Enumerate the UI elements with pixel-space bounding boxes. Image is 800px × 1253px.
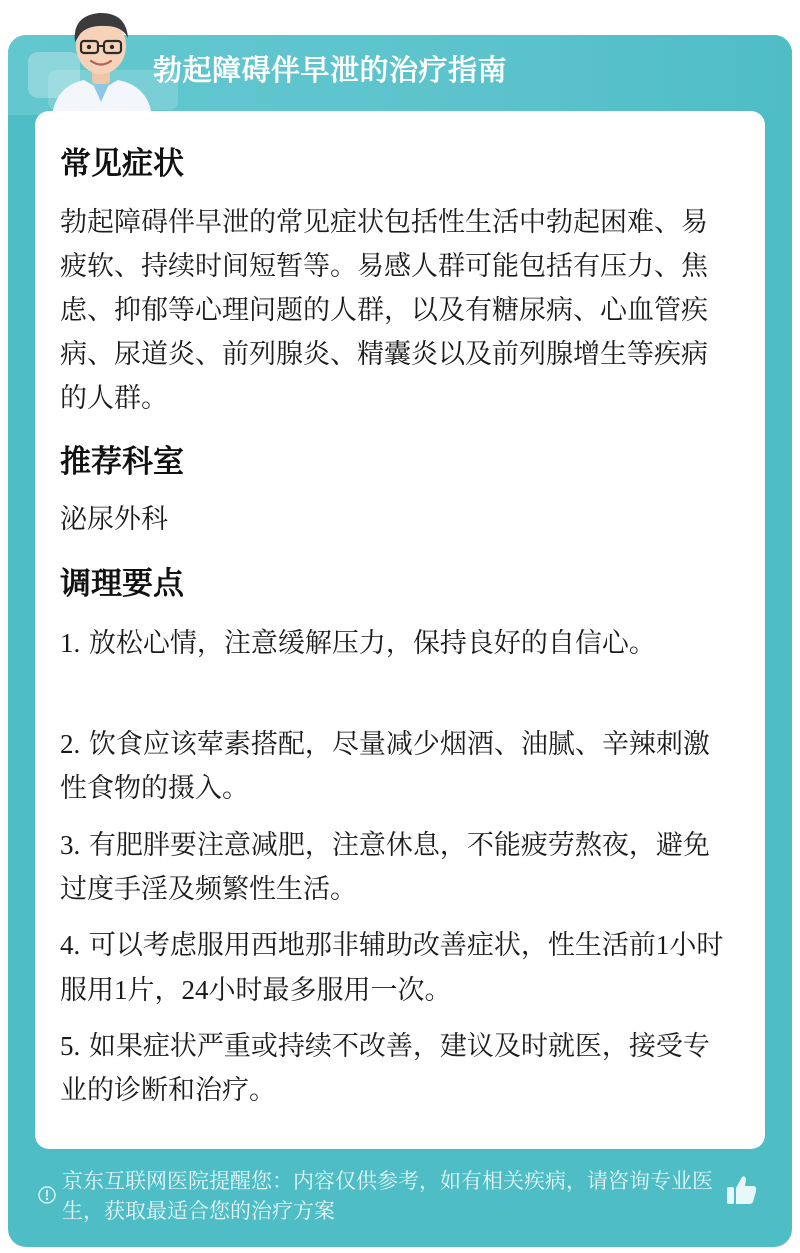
care-item-number: 5. — [60, 1031, 81, 1061]
care-item-text-b: 小时服用 — [60, 930, 724, 1006]
dose-count-number: 1 — [114, 975, 128, 1005]
care-item-text: 有肥胖要注意减肥，注意休息，不能疲劳熬夜，避免过度手淫及频繁性生活。 — [60, 830, 710, 905]
care-item-text: 饮食应该荤素搭配，尽量减少烟酒、油腻、辛辣刺激性食物的摄入。 — [60, 729, 710, 804]
care-item-5 — [60, 1024, 730, 1113]
care-item-text-a: 可以考虑服用西地那非辅助改善症状，性生活前 — [88, 930, 656, 961]
care-item-number: 1. — [60, 628, 81, 658]
footer-notice: 京东互联网医院提醒您：内容仅供参考，如有相关疾病，请咨询专业医生，获取最适合您的治疗方案 — [62, 1169, 713, 1223]
care-item-4 — [60, 923, 730, 1013]
care-item-number: 2. — [60, 729, 81, 759]
department-text: 泌尿外科 — [60, 504, 168, 535]
section-heading-care: 调理要点 — [60, 566, 184, 602]
care-item-1 — [60, 621, 730, 666]
care-item-number: 3. — [60, 830, 81, 860]
care-item-3 — [60, 823, 730, 912]
care-item-text: 如果症状严重或持续不改善，建议及时就医，接受专业的诊断和治疗。 — [60, 1031, 710, 1106]
thumbs-up-icon[interactable] — [724, 1172, 760, 1208]
doctor-avatar-icon — [44, 4, 159, 116]
symptoms-text: 勃起障碍伴早泄的常见症状包括性生活中勃起困难、易疲软、持续时间短暂等。易感人群可能包括有压力、焦虑、抑郁等心理问题的人群，以及有糖尿病、心血管疾病、尿道炎、前列腺炎、精囊炎以及前列腺增生等疾病的人群。 — [60, 207, 708, 414]
care-item-2 — [60, 722, 730, 811]
dose-interval-number: 24 — [181, 975, 209, 1005]
care-item-number: 4. — [60, 930, 81, 960]
dose-hours-number: 1 — [655, 930, 670, 960]
care-item-text-c: 片， — [127, 975, 182, 1006]
care-item-text-d: 小时最多服用一次。 — [208, 975, 452, 1006]
section-heading-symptoms: 常见症状 — [60, 146, 184, 182]
care-item-text: 放松心情，注意缓解压力，保持良好的自信心。 — [88, 628, 656, 659]
page-title: 勃起障碍伴早泄的治疗指南 — [153, 53, 508, 87]
info-icon — [37, 1185, 57, 1205]
section-heading-department: 推荐科室 — [60, 444, 184, 480]
